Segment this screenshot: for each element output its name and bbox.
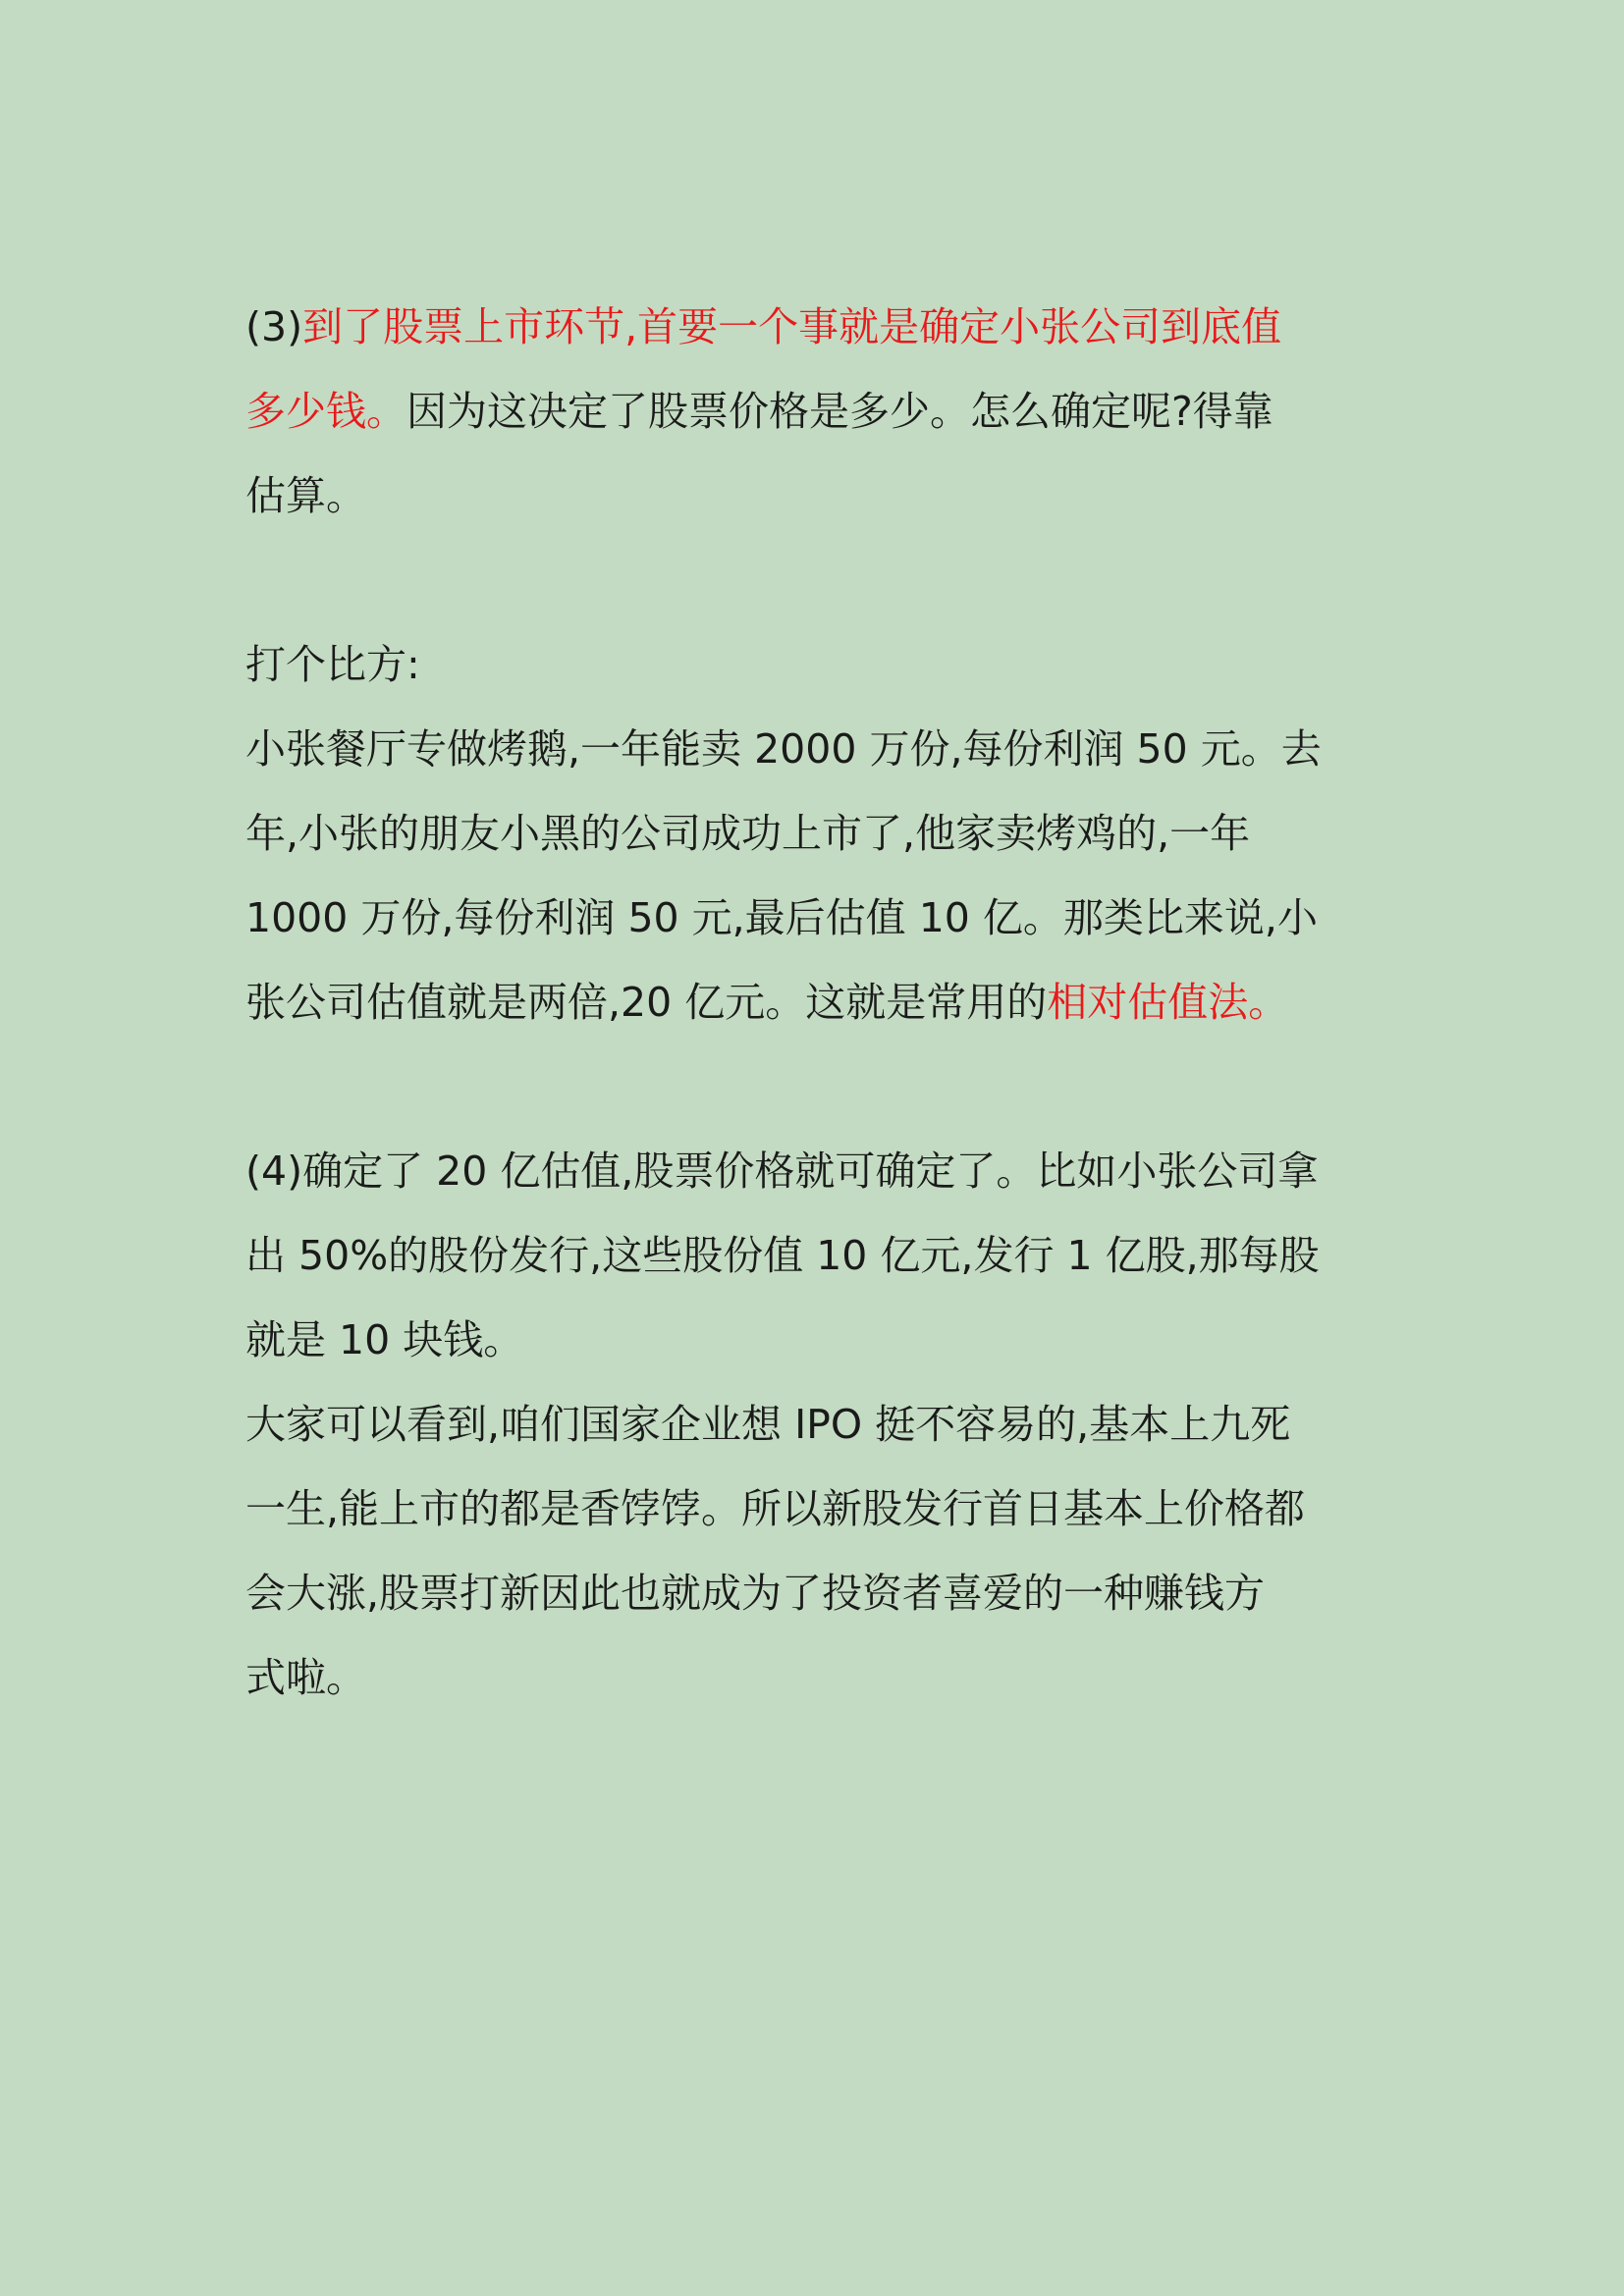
text-line: (4)确定了 20 亿估值,股票价格就可确定了。比如小张公司拿 [245,1148,1319,1195]
highlighted-text: 多少钱。 [245,388,406,435]
paragraph-3 [245,285,1384,538]
body-text: 张公司估值就是两倍,20 亿元。这就是常用的 [245,979,1048,1026]
paragraph-spacer [245,1044,1384,1129]
text-line: 出 50%的股份发行,这些股份值 10 亿元,发行 1 亿股,那每股 [245,1232,1320,1279]
paragraph-example [245,622,1384,1044]
paragraph-4 [245,1129,1384,1720]
text-line: 小张餐厅专做烤鹅,一年能卖 2000 万份,每份利润 50 元。去 [245,725,1322,773]
text-line: 式啦。 [245,1654,366,1701]
text-line: 估算。 [245,472,366,519]
highlighted-text: 相对估值法。 [1047,979,1289,1026]
text-line: 就是 10 块钱。 [245,1316,524,1363]
paragraph-spacer [245,538,1384,622]
text-line: 一生,能上市的都是香饽饽。所以新股发行首日基本上价格都 [245,1485,1306,1532]
text-line: 会大涨,股票打新因此也就成为了投资者喜爱的一种赚钱方 [245,1570,1266,1617]
document-body [245,285,1384,1720]
text-line: 大家可以看到,咱们国家企业想 IPO 挺不容易的,基本上九死 [245,1401,1291,1448]
text-line [245,960,1384,1044]
text-line [245,369,1384,454]
section-number: (3) [245,303,303,350]
body-text: 因为这决定了股票价格是多少。怎么确定呢?得靠 [406,388,1273,435]
text-line [245,285,1384,369]
highlighted-text: 到了股票上市环节,首要一个事就是确定小张公司到底值 [302,303,1282,350]
text-line: 年,小张的朋友小黑的公司成功上市了,他家卖烤鸡的,一年 [245,810,1251,857]
text-line: 打个比方: [245,641,420,688]
text-line: 1000 万份,每份利润 50 元,最后估值 10 亿。那类比来说,小 [245,894,1318,941]
